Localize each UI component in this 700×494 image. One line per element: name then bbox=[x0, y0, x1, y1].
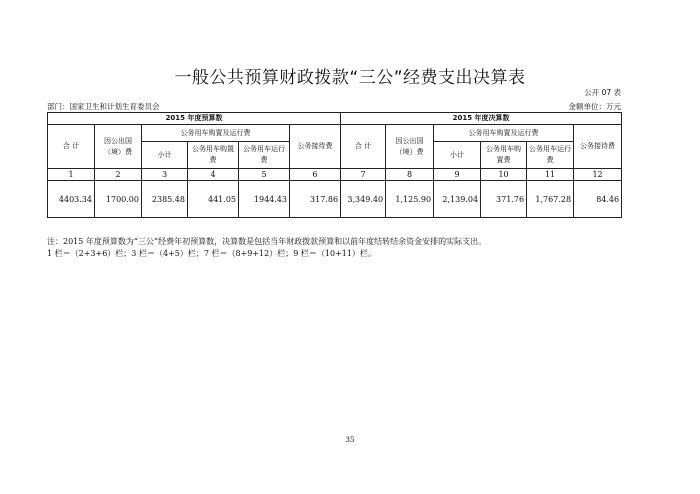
final-vehicle-group-header: 公务用车购置及运行费 bbox=[434, 125, 574, 142]
final-reception-value: 84.46 bbox=[574, 181, 622, 218]
budget-reception-value: 317.86 bbox=[290, 181, 341, 218]
column-number: 7 bbox=[341, 169, 386, 181]
budget-operation-value: 1944.43 bbox=[239, 181, 290, 218]
final-purchase-header: 公务用车购置费 bbox=[481, 142, 527, 169]
column-number: 11 bbox=[527, 169, 574, 181]
column-number: 10 bbox=[481, 169, 527, 181]
final-purchase-value: 371.76 bbox=[481, 181, 527, 218]
budget-abroad-header: 因公出国（境）费 bbox=[95, 125, 142, 169]
budget-operation-header: 公务用车运行费 bbox=[239, 142, 290, 169]
final-abroad-value: 1,125.90 bbox=[386, 181, 434, 218]
budget-group-header: 2015 年度预算数 bbox=[48, 113, 341, 125]
final-subtotal-header: 小计 bbox=[434, 142, 481, 169]
unit-label: 金额单位：万元 bbox=[568, 102, 621, 111]
final-abroad-header: 因公出国（境）费 bbox=[386, 125, 434, 169]
final-total-header: 合 计 bbox=[341, 125, 386, 169]
budget-total-header: 合 计 bbox=[48, 125, 95, 169]
department-label: 部门：国家卫生和计划生育委员会 bbox=[47, 102, 160, 111]
column-number: 5 bbox=[239, 169, 290, 181]
footnote: 注：2015 年度预算数为“三公”经费年初预算数，决算数是包括当年财政拨款预算和以前年度结转结余资金安排的实际支出。 bbox=[47, 237, 487, 246]
three-public-expenses-table bbox=[47, 112, 622, 218]
column-number: 2 bbox=[95, 169, 142, 181]
final-group-header: 2015 年度决算数 bbox=[341, 113, 622, 125]
budget-purchase-value: 441.05 bbox=[188, 181, 239, 218]
final-operation-header: 公务用车运行费 bbox=[527, 142, 574, 169]
table-code: 公开 07 表 bbox=[584, 88, 621, 97]
budget-abroad-value: 1700.00 bbox=[95, 181, 142, 218]
table-row bbox=[48, 181, 622, 218]
budget-total-value: 4403.34 bbox=[48, 181, 95, 218]
column-number-row bbox=[48, 169, 622, 181]
column-number: 6 bbox=[290, 169, 341, 181]
formula-note: 1 栏＝（2+3+6）栏；3 栏＝（4+5）栏；7 栏＝（8+9+12）栏；9 栏＝（10+11）栏。 bbox=[47, 249, 376, 258]
final-total-value: 3,349.40 bbox=[341, 181, 386, 218]
budget-subtotal-value: 2385.48 bbox=[142, 181, 188, 218]
table-title: 一般公共预算财政拨款“三公”经费支出决算表 bbox=[174, 68, 526, 88]
column-number: 1 bbox=[48, 169, 95, 181]
final-operation-value: 1,767.28 bbox=[527, 181, 574, 218]
column-number: 12 bbox=[574, 169, 622, 181]
column-number: 8 bbox=[386, 169, 434, 181]
budget-purchase-header: 公务用车购置费 bbox=[188, 142, 239, 169]
column-number: 4 bbox=[188, 169, 239, 181]
column-number: 3 bbox=[142, 169, 188, 181]
budget-vehicle-group-header: 公务用车购置及运行费 bbox=[142, 125, 290, 142]
page-number: 35 bbox=[345, 436, 355, 444]
final-subtotal-value: 2,139.04 bbox=[434, 181, 481, 218]
column-number: 9 bbox=[434, 169, 481, 181]
budget-subtotal-header: 小计 bbox=[142, 142, 188, 169]
final-reception-header: 公务接待费 bbox=[574, 125, 622, 169]
budget-reception-header: 公务接待费 bbox=[290, 125, 341, 169]
